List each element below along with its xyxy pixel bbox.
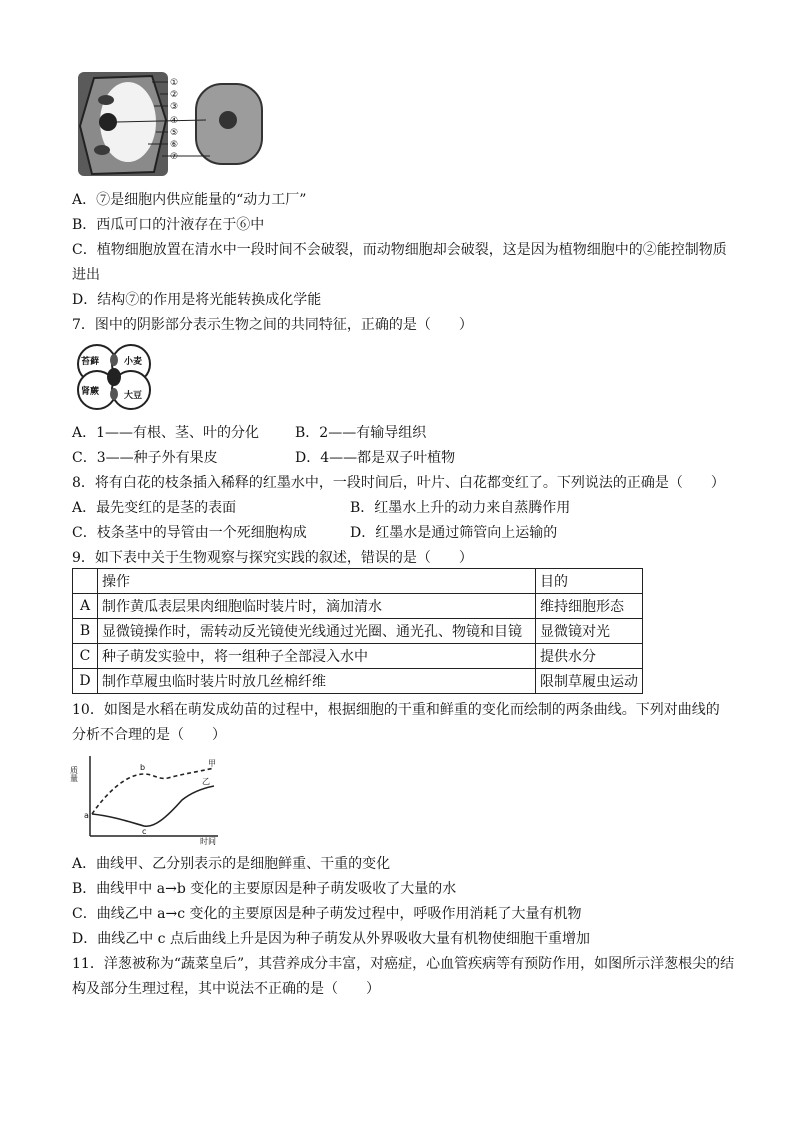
point-c-label: c <box>142 827 147 836</box>
venn-figure <box>74 346 160 408</box>
venn-label-fern: 肾蕨 <box>81 387 100 397</box>
table-header-cell <box>73 569 98 594</box>
cell-structure-figure <box>72 70 272 180</box>
callout-2: ② <box>170 90 179 100</box>
q6-option-d: D．结构⑦的作用是将光能转换成化学能 <box>72 292 322 308</box>
q7-option-d: D．4——都是双子叶植物 <box>295 450 456 466</box>
q7-option-c: C．3——种子外有果皮 <box>72 450 218 466</box>
plant-nucleus <box>99 113 117 131</box>
table-row <box>73 644 643 669</box>
q11-stem: 11．洋葱被称为“蔬菜皇后”，其营养成分丰富，对癌症，心血管疾病等有预防作用，如图所示洋葱根尖的结 <box>72 956 735 972</box>
q6-option-b: B．西瓜可口的汁液存在于⑥中 <box>72 217 265 233</box>
venn-label-soybean: 大豆 <box>124 391 143 401</box>
curve-top-label: 甲 <box>208 759 216 768</box>
table-cell: 显微镜对光 <box>536 619 643 644</box>
table-cell: C <box>73 644 98 669</box>
q7-options-row1 <box>72 424 572 442</box>
table-cell: 显微镜操作时，需转动反光镜使光线通过光圈、通光孔、物镜和目镜 <box>98 619 536 644</box>
q6-option-c: C．植物细胞放置在清水中一段时间不会破裂，而动物细胞却会破裂，这是因为植物细胞中的②能控制物质 <box>72 242 727 258</box>
point-b-label: b <box>140 763 146 772</box>
callout-4: ④ <box>170 116 179 126</box>
q10-option-a: A．曲线甲、乙分别表示的是细胞鲜重、干重的变化 <box>72 856 391 872</box>
q6-option-a: A．⑦是细胞内供应能量的“动力工厂” <box>72 192 307 208</box>
venn-shaded-region <box>110 354 118 366</box>
animal-nucleus <box>219 111 237 129</box>
q8-stem: 8．将有白花的枝条插入稀释的红墨水中，一段时间后，叶片、白花都变红了。下列说法的正确是（ ） <box>72 475 725 491</box>
venn-label-wheat: 小麦 <box>124 357 143 367</box>
q9-table <box>72 568 643 694</box>
table-cell: A <box>73 594 98 619</box>
callout-1: ① <box>170 78 179 88</box>
venn-shaded-region <box>107 368 121 386</box>
table-cell: 种子萌发实验中，将一组种子全部浸入水中 <box>98 644 536 669</box>
x-axis-label: 时间 <box>200 837 216 846</box>
table-cell: 维持细胞形态 <box>536 594 643 619</box>
chloroplast <box>94 145 110 155</box>
table-cell: 制作草履虫临时装片时放几丝棉纤维 <box>98 669 536 694</box>
curve-bottom-label: 乙 <box>202 777 210 786</box>
q8-option-b: B．红墨水上升的动力来自蒸腾作用 <box>350 500 571 516</box>
callout-6: ⑥ <box>170 140 179 150</box>
table-cell: 制作黄瓜表层果肉细胞临时装片时，滴加清水 <box>98 594 536 619</box>
q7-option-b: B．2——有输导组织 <box>295 425 427 441</box>
q8-option-d: D．红墨水是通过筛管向上运输的 <box>350 525 558 541</box>
venn-label-moss: 苔藓 <box>81 357 100 367</box>
q9-stem: 9．如下表中关于生物观察与探究实践的叙述，错误的是（ ） <box>72 550 473 566</box>
callout-7: ⑦ <box>170 152 179 162</box>
q7-stem: 7．图中的阴影部分表示生物之间的共同特征，正确的是（ ） <box>72 317 473 333</box>
q11-stem-cont: 构及部分生理过程，其中说法不正确的是（ ） <box>72 981 380 997</box>
q7-options-row2 <box>72 449 572 467</box>
venn-shaded-region <box>110 388 118 400</box>
q10-stem: 10．如图是水稻在萌发成幼苗的过程中，根据细胞的干重和鲜重的变化而绘制的两条曲线。下列对曲线的 <box>72 702 720 718</box>
q10-option-c: C．曲线乙中 a→c 变化的主要原因是种子萌发过程中，呼吸作用消耗了大量有机物 <box>72 906 582 922</box>
q10-option-d: D．曲线乙中 c 点后曲线上升是因为种子萌发从外界吸收大量有机物使细胞干重增加 <box>72 931 590 947</box>
table-cell: 提供水分 <box>536 644 643 669</box>
table-header-cell: 操作 <box>98 569 536 594</box>
q8-options-row2 <box>72 524 692 542</box>
mass-curve-figure <box>69 752 222 846</box>
q6-option-c-cont: 进出 <box>72 267 100 283</box>
table-cell: D <box>73 669 98 694</box>
table-header-cell: 目的 <box>536 569 643 594</box>
q8-option-c: C．枝条茎中的导管由一个死细胞构成 <box>72 525 307 541</box>
q10-stem-cont: 分析不合理的是（ ） <box>72 727 226 743</box>
q8-options-row1 <box>72 499 692 517</box>
table-header-row <box>73 569 643 594</box>
point-a-label: a <box>84 811 89 820</box>
chloroplast <box>98 95 114 105</box>
q7-option-a: A．1——有根、茎、叶的分化 <box>72 425 260 441</box>
table-cell: 限制草履虫运动 <box>536 669 643 694</box>
q10-option-b: B．曲线甲中 a→b 变化的主要原因是种子萌发吸收了大量的水 <box>72 881 457 897</box>
table-row <box>73 669 643 694</box>
table-row <box>73 594 643 619</box>
y-axis-label: 质量 <box>69 766 79 782</box>
callout-5: ⑤ <box>170 128 179 138</box>
table-row <box>73 619 643 644</box>
callout-3: ③ <box>170 102 179 112</box>
table-cell: B <box>73 619 98 644</box>
q8-option-a: A．最先变红的是茎的表面 <box>72 500 237 516</box>
